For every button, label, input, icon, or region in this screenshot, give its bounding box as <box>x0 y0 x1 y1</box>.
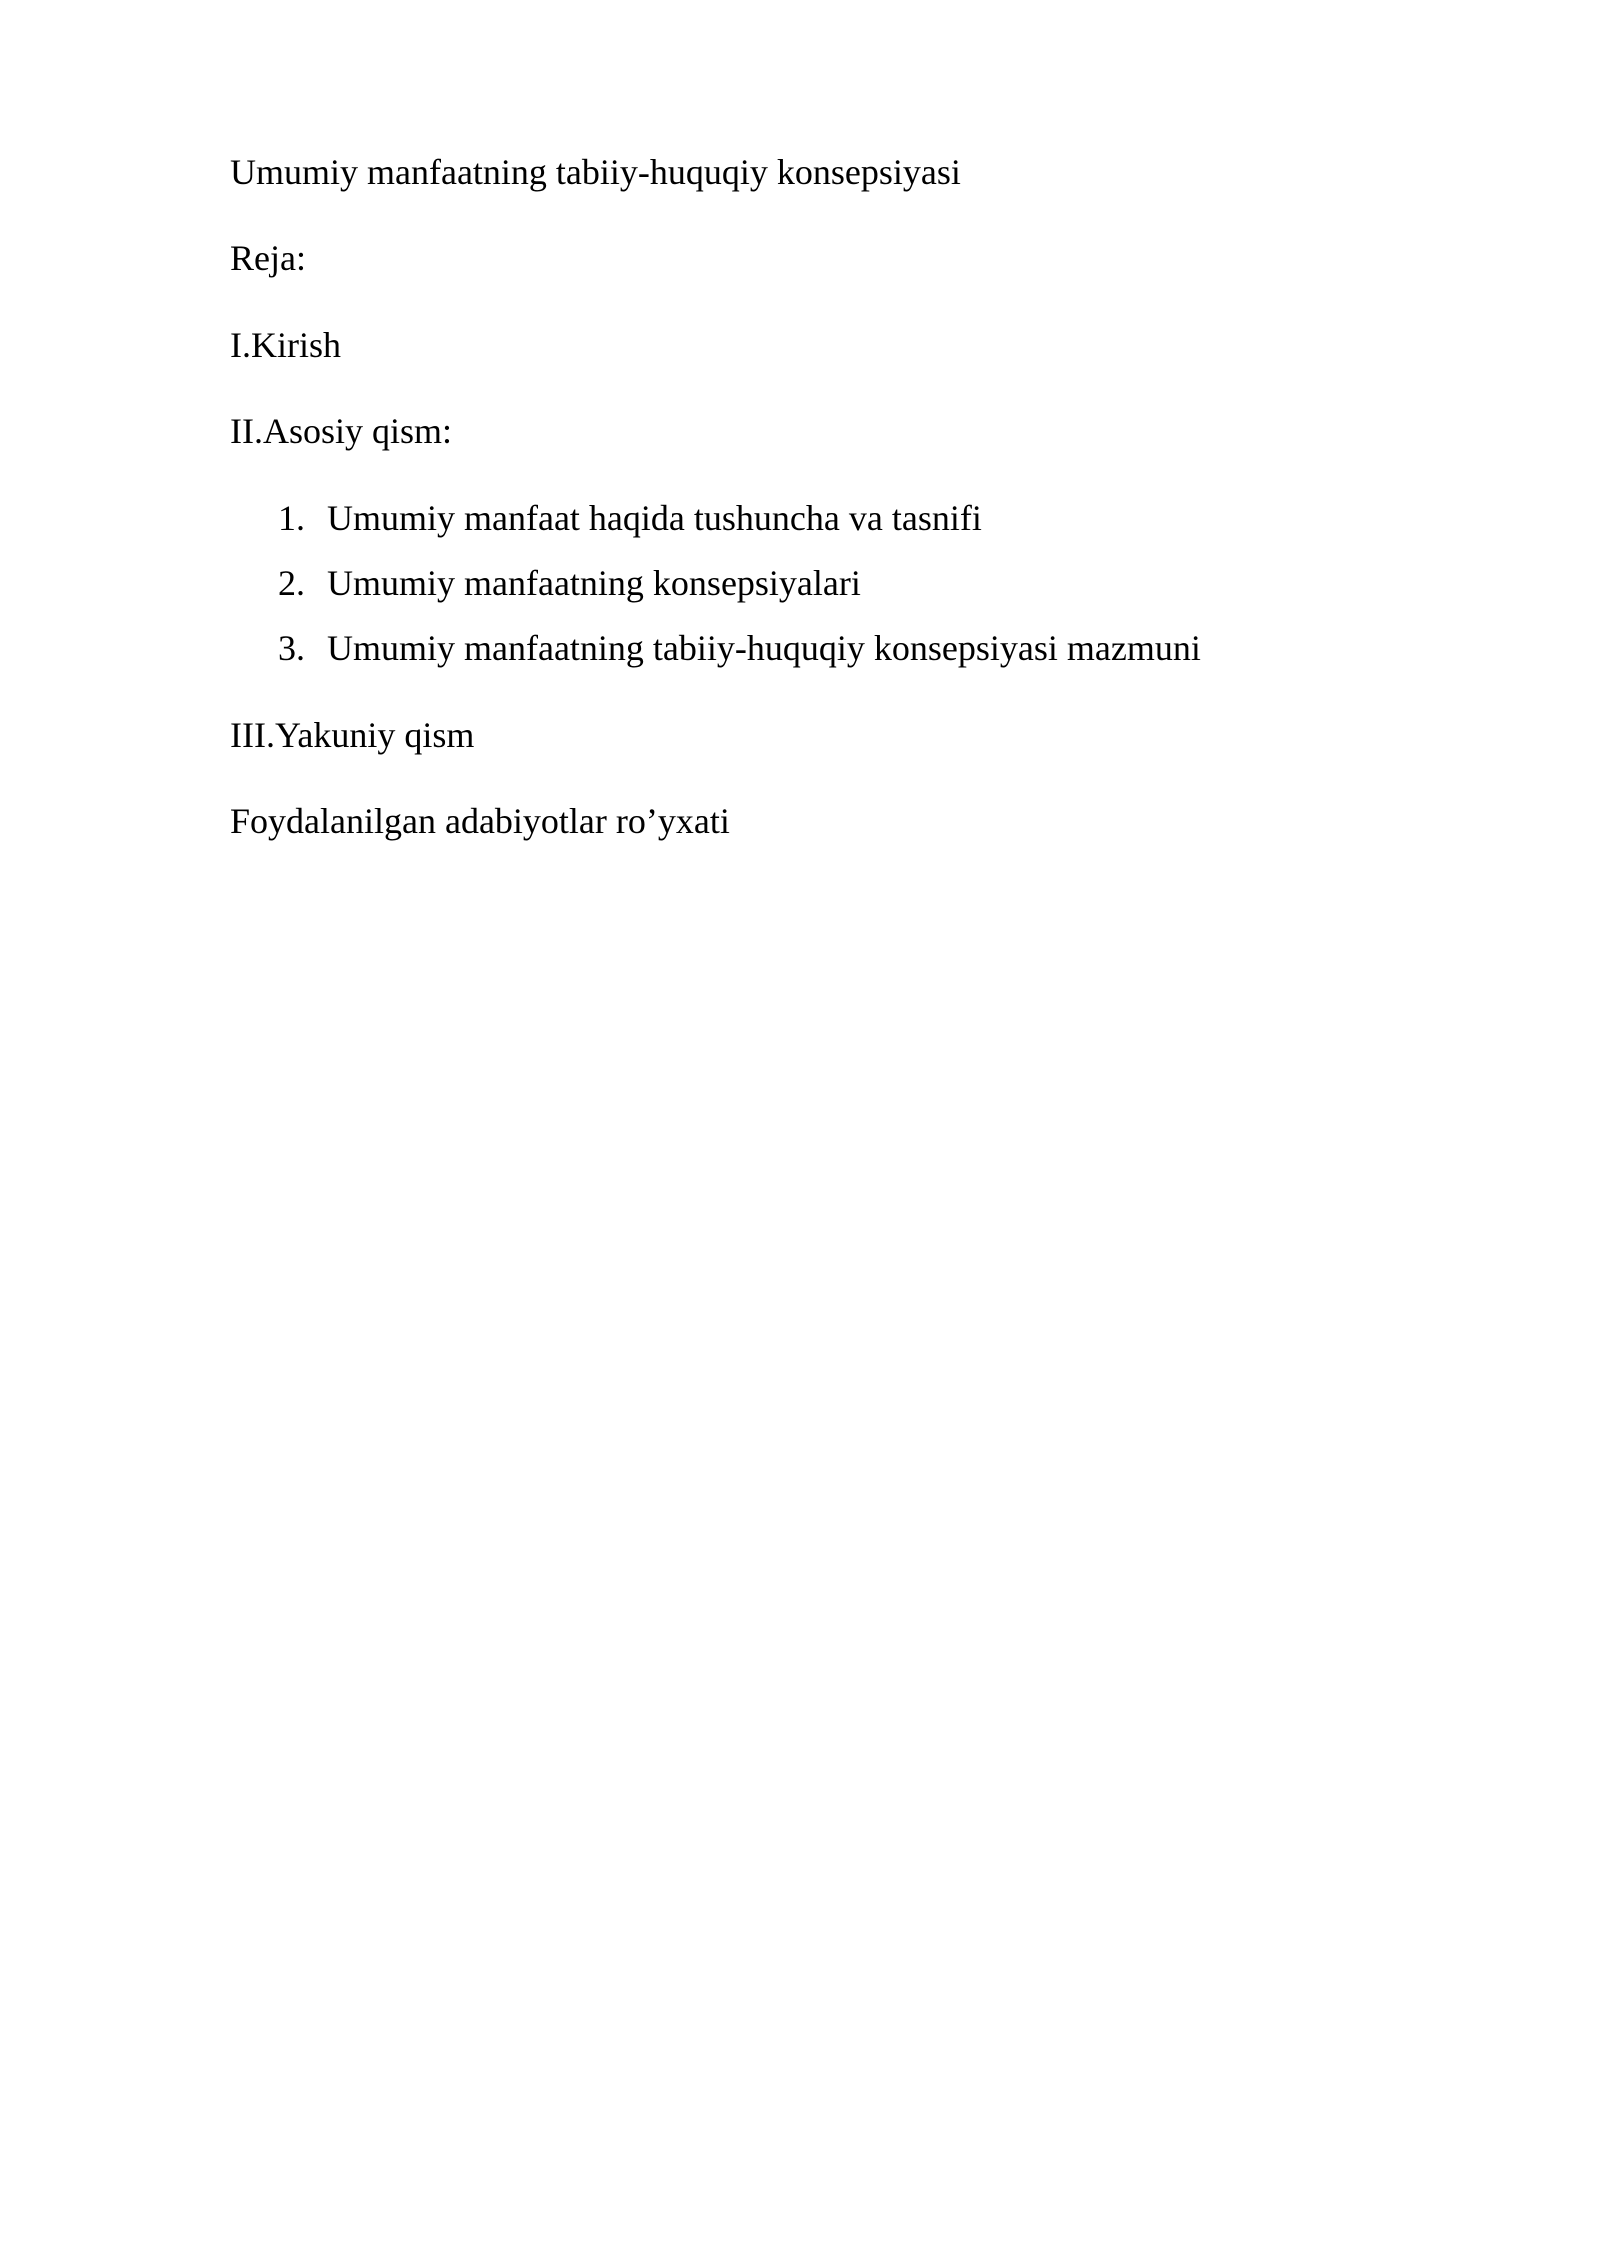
plan-heading: Reja: <box>230 238 306 279</box>
section-conclusion: III.Yakuniy qism <box>230 714 475 755</box>
list-item-number: 1. <box>278 497 305 538</box>
list-item-number: 2. <box>278 562 305 603</box>
list-item-text: Umumiy manfaat haqida tushuncha va tasnifi <box>327 497 982 538</box>
list-item <box>230 628 1380 669</box>
document-title: Umumiy manfaatning tabiiy-huquqiy konsepsiyasi <box>230 152 961 192</box>
section-references: Foydalanilgan adabiyotlar ro’yxati <box>230 801 730 842</box>
list-item-text: Umumiy manfaatning konsepsiyalari <box>327 562 861 603</box>
list-item-number: 3. <box>278 628 305 669</box>
main-section-list <box>230 498 1380 670</box>
section-main: II.Asosiy qism: <box>230 411 453 452</box>
list-item <box>230 563 1380 604</box>
document-content <box>230 152 1380 888</box>
list-item-text: Umumiy manfaatning tabiiy-huquqiy konsepsiyasi mazmuni <box>327 628 1201 669</box>
section-intro: I.Kirish <box>230 324 341 365</box>
list-item <box>230 498 1380 539</box>
